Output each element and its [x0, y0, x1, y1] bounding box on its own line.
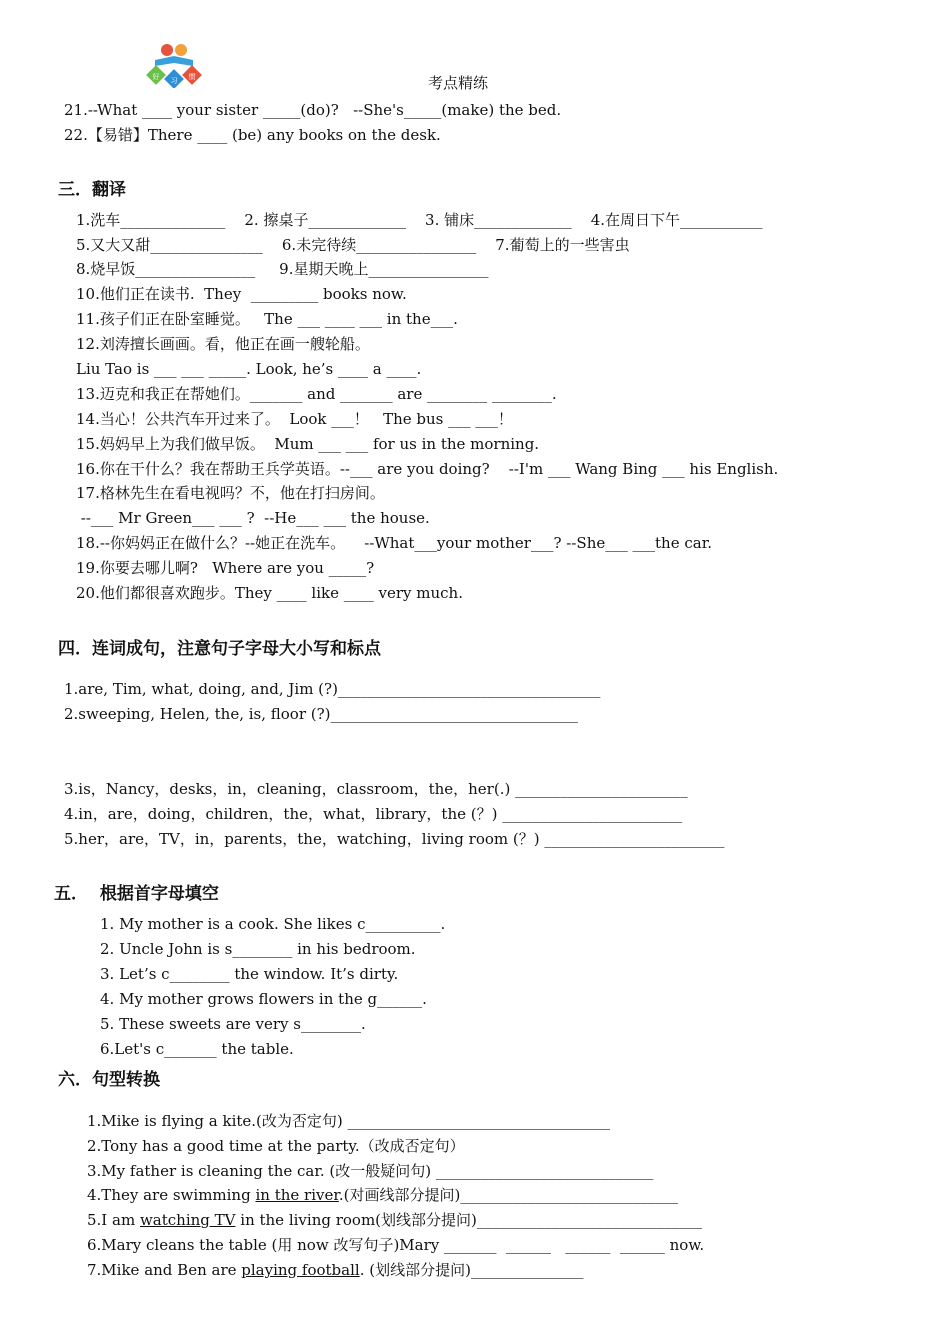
svg-text:惯: 惯 [188, 73, 196, 81]
translate-item: 17.格林先生在看电视吗？不，他在打扫房间。 [76, 484, 385, 502]
translate-item: 12.刘涛擅长画画。看，他正在画一艘轮船。 [76, 335, 370, 353]
translate-item: Liu Tao is ___ ___ _____. Look, he’s ____ a ____. [76, 360, 422, 378]
reorder-item: 3.is，Nancy，desks，in，cleaning，classroom，the，her(.) _______________________ [64, 780, 688, 798]
reorder-item: 5.her，are，TV，in，parents，the，watching，living room (？) ________________________ [64, 830, 725, 848]
translate-item: 5.又大又甜_______________ 6.未完待续________________ 7.葡萄上的一些害虫 [76, 236, 630, 254]
item-text: . (划线部分提问)_______________ [359, 1261, 584, 1279]
translate-item: 16.你在干什么？我在帮助王兵学英语。--___ are you doing? --I'm ___ Wang Bing ___ his English. [76, 460, 779, 478]
underlined-phrase: in the river [255, 1186, 339, 1204]
fill-item: 1. My mother is a cook. She likes c__________. [100, 915, 446, 933]
underlined-phrase: playing football [241, 1261, 360, 1279]
svg-text:习: 习 [170, 77, 178, 85]
translate-item: 10.他们正在读书. They _________ books now. [76, 285, 407, 303]
fill-item: 6.Let's c_______ the table. [100, 1040, 294, 1058]
section-4-heading: 四．连词成句，注意句子字母大小写和标点 [58, 639, 381, 659]
item-text: 7.Mike and Ben are [87, 1261, 242, 1279]
item-text: .(对画线部分提问)_____________________________ [338, 1186, 678, 1204]
translate-item: 15.妈妈早上为我们做早饭。 Mum ___ ___ for us in the morning. [76, 435, 540, 453]
transform-item: 3.My father is cleaning the car. (改一般疑问句) _____________________________ [87, 1162, 654, 1180]
translate-item: 19.你要去哪儿啊? Where are you _____? [76, 559, 375, 577]
translate-item: --___ Mr Green___ ___ ? --He___ ___ the house. [76, 509, 430, 527]
translate-item: 11.孩子们正在卧室睡觉。 The ___ ____ ___ in the___. [76, 310, 458, 328]
translate-item: 20.他们都很喜欢跑步。They ____ like ____ very much. [76, 584, 463, 602]
translate-item: 14.当心！公共汽车开过来了。 Look ___！ The bus ___ ___！ [76, 410, 513, 428]
transform-item [87, 1260, 583, 1280]
reorder-item: 1.are, Tim, what, doing, and, Jim (?)___________________________________ [64, 680, 601, 698]
section-3-heading: 三．翻译 [58, 180, 126, 200]
reorder-item: 2.sweeping, Helen, the, is, floor (?)_________________________________ [64, 705, 579, 723]
fill-item: 5. These sweets are very s________. [100, 1015, 366, 1033]
item-text: in the living room(划线部分提问)______________________________ [235, 1211, 702, 1229]
transform-item: 2.Tony has a good time at the party.（改成否定句） [87, 1137, 465, 1155]
header-title: 考点精练 [428, 74, 489, 92]
reorder-item: 4.in，are，doing，children，the，what，library，the (？) ________________________ [64, 805, 683, 823]
transform-item: 6.Mary cleans the table (用 now 改写句子)Mary _______ ______ ______ ______ now. [87, 1236, 705, 1254]
transform-item [87, 1210, 702, 1230]
item-text: 5.I am [87, 1211, 140, 1229]
transform-item: 1.Mike is flying a kite.(改为否定句) ___________________________________ [87, 1112, 611, 1130]
underlined-phrase: watching TV [139, 1211, 236, 1229]
translate-item: 18.--你妈妈正在做什么？--她正在洗车。 --What___your mother___? --She___ ___the car. [76, 534, 712, 552]
transform-item [87, 1185, 678, 1205]
section-5-heading: 五． 根据首字母填空 [54, 884, 219, 904]
question-21: 21.--What ____ your sister _____(do)? --She's_____(make) the bed. [64, 101, 562, 119]
translate-item: 1.洗车______________ 2. 擦桌子_____________ 3. 铺床_____________ 4.在周日下午___________ [76, 211, 763, 229]
translate-item: 13.迈克和我正在帮她们。_______ and _______ are ________ ________. [76, 385, 557, 403]
fill-item: 3. Let’s c________ the window. It’s dirty. [100, 965, 399, 983]
svg-text:好: 好 [152, 73, 160, 81]
fill-item: 2. Uncle John is s________ in his bedroom. [100, 940, 416, 958]
question-22: 22.【易错】There ____ (be) any books on the desk. [64, 126, 441, 144]
fill-item: 4. My mother grows flowers in the g______. [100, 990, 427, 1008]
item-text: 4.They are swimming [87, 1186, 256, 1204]
section-6-heading: 六．句型转换 [58, 1070, 160, 1090]
reading-kids-logo [143, 40, 205, 88]
translate-item: 8.烧早饭________________ 9.星期天晚上________________ [76, 260, 489, 278]
